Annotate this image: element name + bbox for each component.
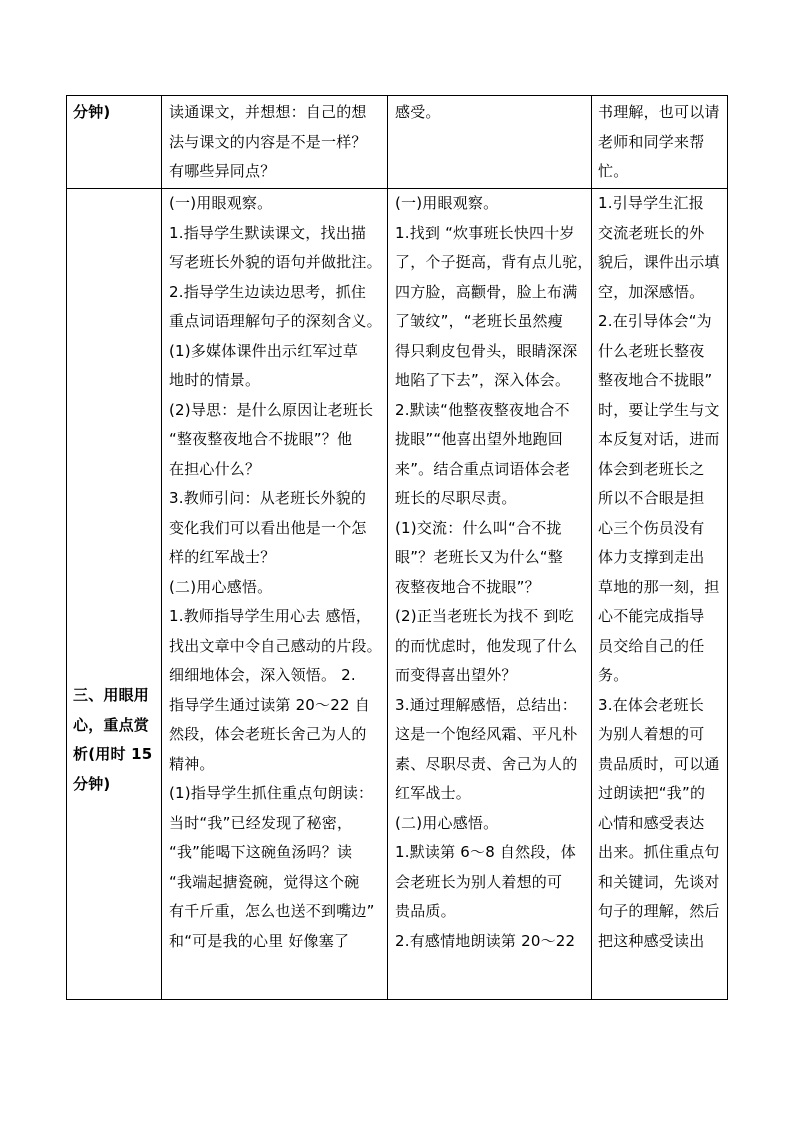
student-text-line: 地陷了下去”，深入体会。 (395, 371, 571, 389)
teacher-text-line: 读通课文，并想想：自己的想 (169, 103, 367, 121)
teacher-text-line: (1)多媒体课件出示红军过草 (169, 341, 359, 360)
stage-text-line: 三、用眼用 (73, 686, 150, 704)
design-note-line: 老师和同学来帮 (598, 132, 705, 151)
teacher-text-line: 2.指导学生边读边思考，抓住 (169, 282, 367, 301)
student-text-line: 四方脸，高颧骨，脸上布满 (395, 282, 578, 301)
row1-student-cell (395, 98, 589, 128)
teacher-text-line: 1.指导学生默读课文，找出描 (169, 223, 367, 242)
teacher-text-line: 精神。 (169, 754, 215, 773)
student-text-line: 眼”？老班长又为什么“整 (395, 548, 563, 566)
teacher-text-line: “我”能喝下这碗鱼汤吗？读 (169, 843, 353, 861)
row2-teacher-cell (169, 189, 385, 956)
student-text-line: (1)交流：什么叫“合不拢 (395, 518, 562, 537)
teacher-text-line: 和“可是我的心里 好像塞了 (169, 931, 350, 950)
row1-stage-cell (73, 98, 159, 128)
teacher-text-line: 有千斤重，怎么也送不到嘴边” (169, 902, 375, 920)
student-text-line: 拢眼”“他喜出望外地跑回 (395, 430, 563, 448)
design-note-line: 出来。抓住重点句 (598, 843, 720, 861)
column-divider (161, 96, 162, 999)
student-text-line: 素、尽职尽责、舍己为人的 (395, 754, 578, 773)
row2-student-cell (395, 189, 593, 956)
teacher-text-line: 然段，体会老班长舍己为人的 (169, 725, 367, 743)
student-text-line: 1.默读第 6～8 自然段，体 (395, 843, 576, 861)
design-note-line: 时，要让学生与文 (598, 400, 720, 419)
design-note-line: 3.在体会老班长 (598, 695, 704, 714)
design-note-line: 务。 (598, 666, 629, 684)
design-note-line: 书理解，也可以请 (598, 103, 720, 121)
design-note-line: 忙。 (598, 162, 629, 180)
design-note-line: 过朗读把“我”的 (598, 784, 706, 802)
teacher-text-line: 地时的情景。 (169, 371, 261, 389)
stage-text-line: 析(用时 15 (73, 745, 153, 763)
design-note-line: 整夜地合不拢眼” (598, 371, 713, 389)
row2-stage-cell (73, 681, 159, 799)
student-text-line: 会老班长为别人着想的可 (395, 872, 563, 891)
column-divider (387, 96, 388, 999)
student-text-line: 了皱纹”，“老班长虽然瘦 (395, 312, 563, 330)
teacher-text-line: “整夜整夜地合不拢眼”？他 (169, 430, 353, 448)
stage-text-line: 分钟) (73, 774, 111, 793)
design-note-line: 空，加深感悟。 (598, 282, 705, 301)
design-note-line: 员交给自己的任 (598, 636, 705, 655)
student-text-line: 班长的尽职尽责。 (395, 489, 517, 507)
design-note-line: 交流老班长的外 (598, 223, 705, 242)
student-text-line: 了，个子挺高，背有点儿驼， (395, 253, 593, 271)
teacher-text-line: (2)导思：是什么原因让老班长 (169, 400, 374, 419)
teacher-text-line: 写老班长外貌的语句并做批注。 (169, 253, 382, 271)
design-note-line: 1.引导学生汇报 (598, 194, 704, 212)
student-text-line: 红军战士。 (395, 784, 472, 802)
row2-design-note-cell (598, 189, 726, 956)
student-text-line: 夜整夜地合不拢眼”？ (395, 577, 540, 596)
teacher-text-line: 3.教师引问：从老班长外貌的 (169, 489, 367, 507)
student-text-line: 2.有感情地朗读第 20～22 (395, 931, 576, 950)
student-text-line: 这是一个饱经风霜、平凡朴 (395, 725, 578, 743)
teacher-text-line: “我端起搪瓷碗，觉得这个碗 (169, 872, 360, 891)
design-note-line: 貌后，课件出示填 (598, 253, 720, 271)
stage-text-line: 分钟) (73, 103, 111, 121)
student-text-line: 贵品质。 (395, 902, 456, 920)
student-text-line: 2.默读“他整夜整夜地合不 (395, 400, 570, 419)
stage-text-line: 心，重点赏 (73, 715, 150, 734)
row1-design-note-cell (598, 98, 726, 187)
design-note-line: 句子的理解，然后 (598, 902, 720, 920)
student-text-line: (一)用眼观察。 (395, 194, 499, 212)
student-text-line: 而变得喜出望外？ (395, 666, 517, 684)
design-note-line: 心情和感受表达 (598, 813, 705, 832)
design-note-line: 心不能完成指导 (598, 607, 705, 625)
student-text-line: 来”。结合重点词语体会老 (395, 459, 571, 478)
teacher-text-line: 有哪些异同点？ (169, 162, 276, 180)
teacher-text-line: (二)用心感悟。 (169, 577, 273, 596)
teacher-text-line: 细细地体会，深入领悟。 2. (169, 666, 356, 684)
design-note-line: 把这种感受读出 (598, 931, 705, 950)
design-note-line: 本反复对话，进而 (598, 430, 720, 448)
design-note-line: 贵品质时，可以通 (598, 754, 720, 773)
student-text-line: (2)正当老班长为找不 到吃 (395, 607, 574, 625)
teacher-text-line: (一)用眼观察。 (169, 194, 273, 212)
student-text-line: 3.通过理解感悟，总结出： (395, 695, 577, 714)
student-text-line: 的而忧虑时，他发现了什么 (395, 636, 578, 655)
student-text-line: (二)用心感悟。 (395, 813, 499, 832)
teacher-text-line: 在担心什么？ (169, 459, 261, 478)
design-note-line: 2.在引导体会“为 (598, 312, 712, 330)
design-note-line: 草地的那一刻，担 (598, 577, 720, 596)
teacher-text-line: 指导学生通过读第 20～22 自 (169, 695, 370, 714)
teacher-text-line: 重点词语理解句子的深刻含义。 (169, 312, 382, 330)
design-note-line: 所以不合眼是担 (598, 489, 705, 507)
design-note-line: 和关键词，先谈对 (598, 872, 720, 891)
design-note-line: 什么老班长整夜 (598, 341, 705, 360)
design-note-line: 体力支撑到走出 (598, 548, 705, 566)
teacher-text-line: 变化我们可以看出他是一个怎 (169, 518, 367, 537)
student-text-line: 得只剩皮包骨头，眼睛深深 (395, 341, 578, 360)
design-note-line: 体会到老班长之 (598, 459, 705, 478)
teacher-text-line: (1)指导学生抓住重点句朗读： (169, 784, 374, 802)
teacher-text-line: 1.教师指导学生用心去 感悟， (169, 607, 372, 625)
teacher-text-line: 当时“我”已经发现了秘密， (169, 813, 353, 832)
column-divider (591, 96, 592, 999)
design-note-line: 心三个伤员没有 (598, 518, 705, 537)
design-note-line: 为别人着想的可 (598, 725, 705, 743)
row1-teacher-cell (169, 98, 385, 187)
teacher-text-line: 样的红军战士？ (169, 548, 276, 566)
student-text-line: 1.找到 “炊事班长快四十岁 (395, 223, 575, 242)
teacher-text-line: 法与课文的内容是不是一样？ (169, 132, 367, 151)
teacher-text-line: 找出文章中令自己感动的片段。 (169, 636, 382, 655)
student-text-line: 感受。 (395, 103, 441, 121)
lesson-plan-table (66, 95, 728, 1000)
